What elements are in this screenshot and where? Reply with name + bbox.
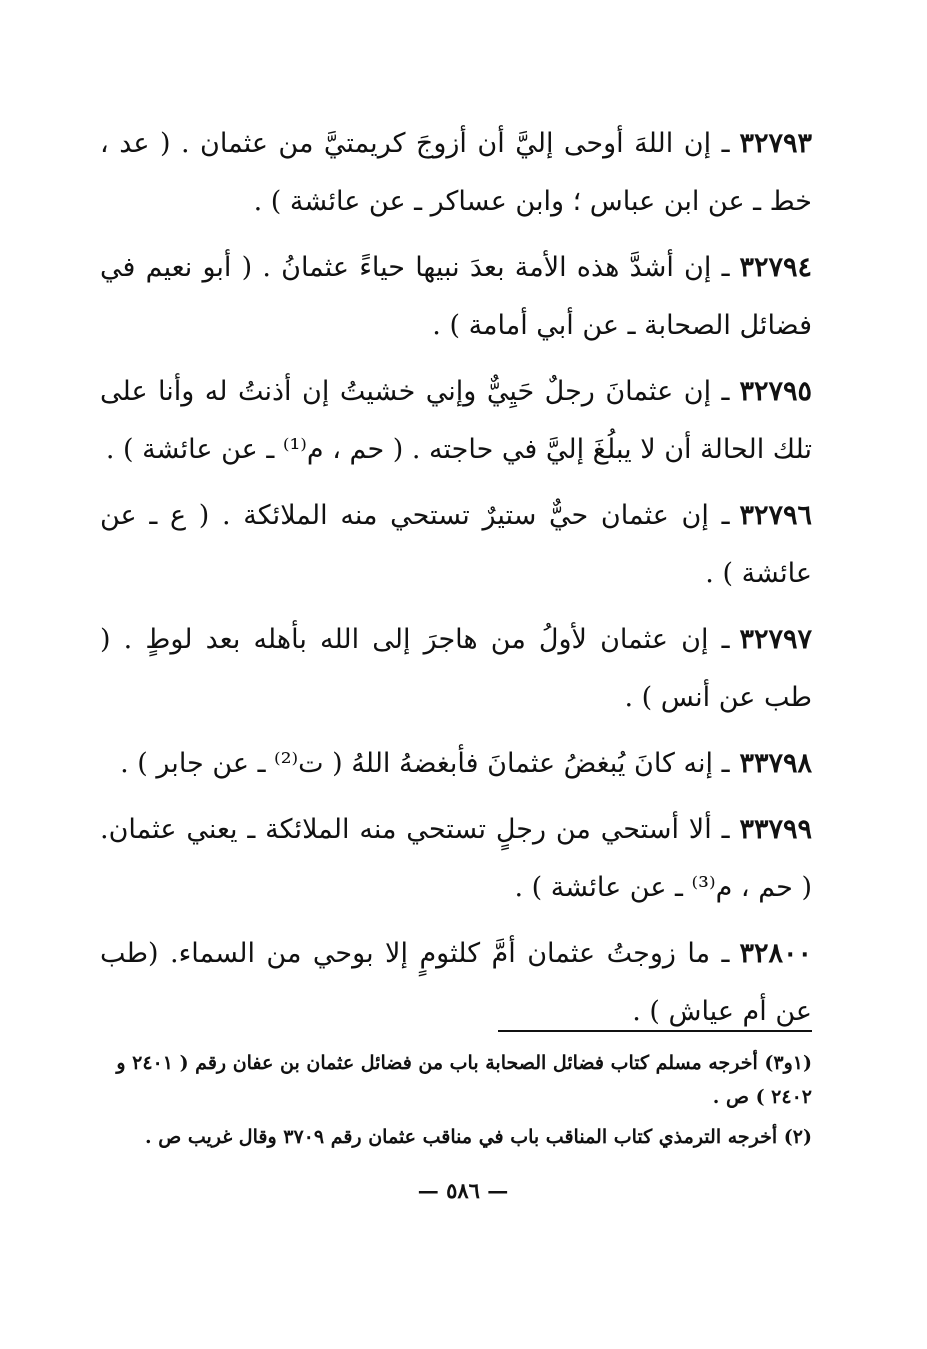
hadith-entry [100,735,812,793]
footnotes [100,1046,812,1160]
hadith-text: ـ إن أشدَّ هذه الأمة بعدَ نبيها حياءً عثمانُ . ( أبو نعيم في فضائل الصحابة ـ عن أبي أمامة ) . [100,252,812,341]
hadith-number: ٣٢٧٩٤ [739,252,812,283]
hadith-text: ـ إنه كانَ يُبغضُ عثمانَ فأبغضهُ اللهُ ( ت⁽²⁾ ـ عن جابر ) . [120,748,730,779]
hadith-text: ـ إن عثمان حيٌّ ستيرٌ تستحي منه الملائكة . ( ع ـ عن عائشة ) . [100,500,812,589]
hadith-entries [100,115,812,1049]
footnote: (٢) أخرجه الترمذي كتاب المناقب باب في مناقب عثمان رقم ٣٧٠٩ وقال غريب ص . [145,1126,812,1148]
footnote: (١و٣) أخرجه مسلم كتاب فضائل الصحابة باب من فضائل عثمان بن عفان رقم ( ٢٤٠١ و ٢٤٠٢ ) ص . [116,1052,812,1108]
hadith-entry [100,801,812,917]
hadith-text: ـ إن عثمانَ رجلٌ حَيِيٌّ وإني خشيتُ إن أذنتُ له وأنا على تلك الحالة أن لا يبلُغَ إليَّ في حاجته . ( حم ، م⁽¹⁾ ـ عن عائشة ) . [100,376,812,465]
hadith-entry [100,115,812,231]
hadith-entry [100,925,812,1041]
hadith-number: ٣٢٧٩٦ [739,500,812,531]
hadith-entry [100,363,812,479]
hadith-number: ٣٣٧٩٨ [739,748,812,779]
hadith-entry [100,487,812,603]
hadith-text: ـ إن عثمان لأولُ من هاجرَ إلى الله بأهله بعد لوطٍ . ( طب عن أنس ) . [100,624,812,713]
hadith-text: ـ إن اللهَ أوحى إليَّ أن أزوجَ كريمتيَّ من عثمان . ( عد ، خط ـ عن ابن عباس ؛ وابن عساكر ـ عن عائشة ) . [100,128,812,217]
hadith-text: ـ ما زوجتُ عثمان أمَّ كلثومٍ إلا بوحي من السماء. (طب عن أم عياش ) . [100,938,812,1027]
hadith-entry [100,239,812,355]
hadith-text: ـ ألا أستحي من رجلٍ تستحي منه الملائكة ـ يعني عثمان. ( حم ، م⁽³⁾ ـ عن عائشة ) . [100,814,812,903]
hadith-number: ٣٢٧٩٧ [739,624,812,655]
footnote-divider [498,1030,812,1032]
hadith-number: ٣٢٧٩٥ [739,376,812,407]
hadith-number: ٣٣٧٩٩ [739,814,812,845]
hadith-number: ٣٢٧٩٣ [739,128,812,159]
page-number: — ٥٨٦ — [417,1178,509,1203]
hadith-number: ٣٢٨٠٠ [739,938,812,969]
hadith-entry [100,611,812,727]
